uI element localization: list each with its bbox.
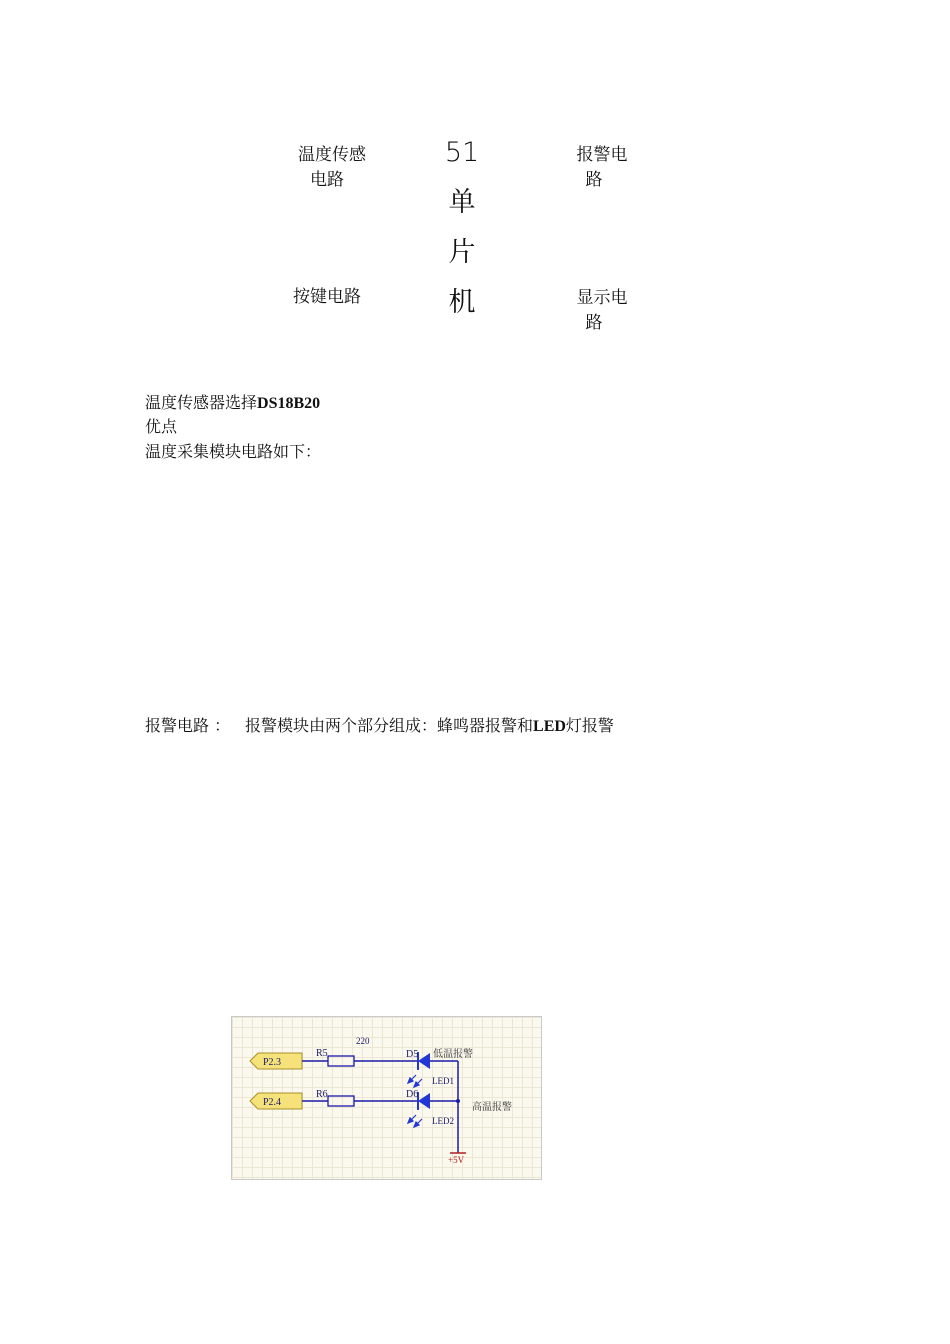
sensor-choice-prefix: 温度传感器选择: [145, 393, 258, 412]
vcc-label: +5V: [448, 1155, 465, 1165]
high-alarm-label: 高温报警: [472, 1102, 512, 1113]
temp-sensor-label-line1: 温度传感: [298, 145, 366, 165]
port-p23-label: P2.3: [263, 1057, 282, 1068]
resistor-r5: [328, 1056, 354, 1066]
alarm-label-line1: 报警电: [576, 145, 628, 165]
alarm-label-line2: 路: [585, 170, 603, 190]
advantages-line: 优点: [145, 417, 178, 436]
alarm-desc-led: LED: [533, 718, 566, 735]
diode-d6-body: [418, 1093, 430, 1109]
sensor-model: DS18B20: [257, 395, 321, 412]
d6-label: D6: [406, 1089, 419, 1100]
d5-label: D5: [406, 1049, 419, 1060]
r6-label: R6: [316, 1089, 328, 1100]
temp-sensor-block: [290, 143, 374, 193]
led2-label: LED2: [432, 1116, 454, 1126]
display-label-line1: 显示电: [576, 288, 628, 308]
diode-d5-body: [418, 1053, 430, 1069]
r5-label: R5: [316, 1048, 328, 1059]
display-block: [570, 286, 634, 336]
keys-block: [293, 285, 361, 310]
low-alarm-label: 低温报警: [433, 1049, 473, 1060]
temp-sensor-label-line2: 电路: [310, 170, 344, 190]
alarm-description-line: [145, 714, 614, 739]
mcu-block: [440, 128, 484, 328]
alarm-block: [570, 143, 634, 193]
sensor-choice-line: [145, 391, 320, 416]
led1-light-arrows-icon: [408, 1075, 422, 1087]
junction-dot: [456, 1099, 460, 1103]
mcu-label-dan: 单: [448, 187, 476, 218]
resistor-r6: [328, 1096, 354, 1106]
alarm-title: 报警电路 ：: [145, 716, 231, 735]
schematic-svg: [232, 1017, 543, 1181]
port-p24-label: P2.4: [263, 1097, 282, 1108]
led1-label: LED1: [432, 1076, 454, 1086]
led-alarm-schematic: [231, 1016, 542, 1180]
mcu-label-ji: 机: [448, 287, 476, 318]
mcu-label-51: 51: [444, 137, 480, 168]
temp-module-line: 温度采集模块电路如下：: [145, 442, 322, 461]
alarm-desc-a: 报警模块由两个部分组成：蜂鸣器报警和: [245, 716, 534, 735]
r-value-label: 220: [356, 1036, 370, 1046]
mcu-label-pian: 片: [448, 237, 476, 268]
keys-label: 按键电路: [293, 287, 361, 307]
alarm-desc-b: 灯报警: [565, 716, 614, 735]
display-label-line2: 路: [585, 313, 603, 333]
led2-light-arrows-icon: [408, 1115, 422, 1127]
